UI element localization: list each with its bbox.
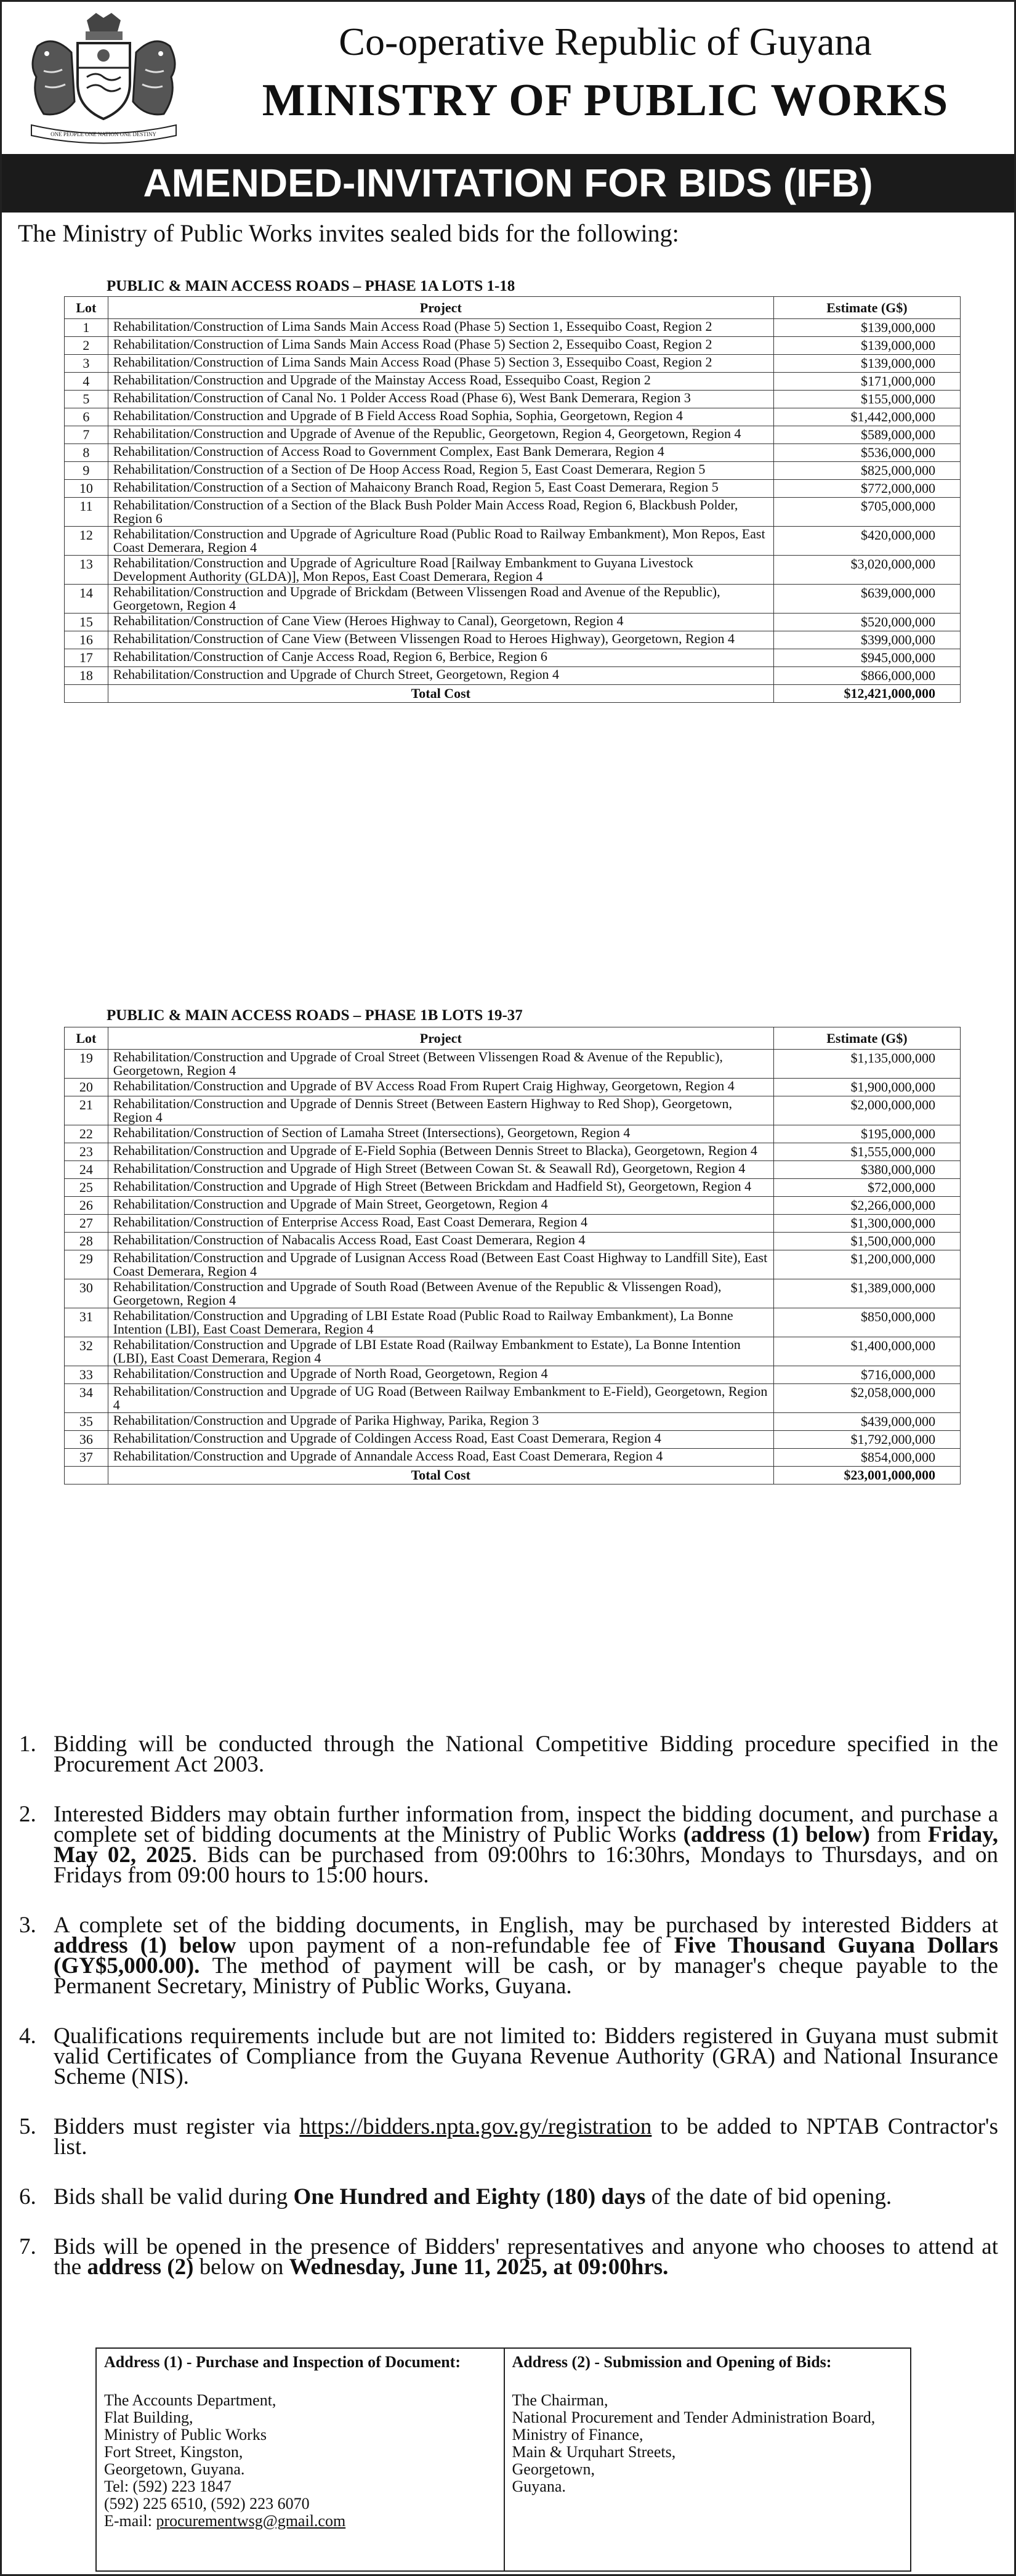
table-row <box>65 1431 961 1449</box>
project-name: Rehabilitation/Construction and Upgrade of Coldingen Access Road, East Coast Demerara, Region 4 <box>108 1431 773 1449</box>
lot-number: 6 <box>65 408 108 426</box>
table-row <box>65 1079 961 1096</box>
lot-number: 33 <box>65 1366 108 1384</box>
project-name: Rehabilitation/Construction and Upgrade of BV Access Road From Rupert Craig Highway, Georgetown, Region 4 <box>108 1079 773 1096</box>
address-line: Flat Building, <box>104 2408 193 2426</box>
clause-2: 2. Interested Bidders may obtain further information from, inspect the bidding document, and purchase a complete set of bidding documents at the Ministry of Public Works (address (1) below) from Friday, May 02, 2025. Bids can be purchased from 09:00hrs to 16:30hrs, Mondays to Thursdays, and on Fridays from 09:00 hours to 15:00 hours. <box>19 1802 998 1888</box>
table-row <box>65 319 961 337</box>
estimate-value: $439,000,000 <box>773 1413 960 1431</box>
estimate-value: $195,000,000 <box>773 1125 960 1143</box>
col-project: Project <box>108 1027 773 1050</box>
col-lot: Lot <box>65 1027 108 1050</box>
lot-number: 7 <box>65 426 108 444</box>
address-line: Tel: (592) 223 1847 <box>104 2477 232 2495</box>
project-name: Rehabilitation/Construction and Upgrade of Croal Street (Between Vlissengen Road & Avenue of the Republic), Georgetown, Region 4 <box>108 1050 773 1079</box>
table-row <box>65 1161 961 1179</box>
lot-number: 30 <box>65 1279 108 1308</box>
table-row <box>65 1096 961 1125</box>
estimate-value: $866,000,000 <box>773 667 960 685</box>
clause-3: 3. A complete set of the bidding documents, in English, may be purchased by interested Bidders at address (1) below upon payment of a non-refundable fee of Five Thousand Guyana Dollars (GY$5,000.00). The method of payment will be cash, or by manager's cheque payable to the Permanent Secretary, Ministry of Public Works, Guyana. <box>19 1913 998 1999</box>
project-name: Rehabilitation/Construction and Upgrade of Lusignan Access Road (Between East Coast Highway to Landfill Site), East Coast Demerara, Region 4 <box>108 1250 773 1279</box>
address-line: Ministry of Finance, <box>512 2426 643 2444</box>
project-name: Rehabilitation/Construction of Lima Sands Main Access Road (Phase 5) Section 2, Essequibo Coast, Region 2 <box>108 337 773 355</box>
project-name: Rehabilitation/Construction of Access Road to Government Complex, East Bank Demerara, Region 4 <box>108 444 773 462</box>
project-name: Rehabilitation/Construction of a Section of De Hoop Access Road, Region 5, East Coast Demerara, Region 5 <box>108 462 773 480</box>
svg-text:ONE PEOPLE ONE NATION ONE DEST: ONE PEOPLE ONE NATION ONE DESTINY <box>50 131 156 137</box>
lot-number: 20 <box>65 1079 108 1096</box>
estimate-value: $850,000,000 <box>773 1308 960 1337</box>
ministry-name: MINISTRY OF PUBLIC WORKS <box>262 75 949 126</box>
project-name: Rehabilitation/Construction and Upgrade of LBI Estate Road (Railway Embankment to Estate), La Bonne Intention (LBI), East Coast Demerara, Region 4 <box>108 1337 773 1366</box>
total-label: Total Cost <box>108 685 773 703</box>
lot-number: 26 <box>65 1197 108 1215</box>
project-name: Rehabilitation/Construction and Upgrade of Agriculture Road [Railway Embankment to Guyana Livestock Development Authority (GLDA)], Mon Repos, East Coast Demerara, Region 4 <box>108 556 773 585</box>
address-1 <box>97 2349 504 2570</box>
clause-6: 6. Bids shall be valid during One Hundred and Eighty (180) days of the date of bid opening. <box>19 2184 892 2209</box>
address-1-email-line: E-mail: procurementwsg@gmail.com <box>104 2512 346 2530</box>
conditions-list <box>19 1734 998 2307</box>
total-value: $12,421,000,000 <box>773 685 960 703</box>
table-row <box>65 498 961 527</box>
estimate-value: $2,000,000,000 <box>773 1096 960 1125</box>
total-label: Total Cost <box>108 1467 773 1484</box>
country-name: Co-operative Republic of Guyana <box>339 20 872 63</box>
lot-number: 36 <box>65 1431 108 1449</box>
lot-number: 29 <box>65 1250 108 1279</box>
table-row <box>65 1050 961 1079</box>
table-row <box>65 480 961 498</box>
table-row <box>65 649 961 667</box>
lot-number: 24 <box>65 1161 108 1179</box>
table-row <box>65 426 961 444</box>
lot-number: 14 <box>65 585 108 614</box>
table-row <box>65 1215 961 1233</box>
project-name: Rehabilitation/Construction and Upgrade of Avenue of the Republic, Georgetown, Region 4, Georgetown, Region 4 <box>108 426 773 444</box>
phase1b-table <box>64 1027 961 1484</box>
table-row <box>65 1337 961 1366</box>
table-row <box>65 1384 961 1413</box>
table-row <box>65 527 961 556</box>
table-row <box>65 408 961 426</box>
estimate-value: $536,000,000 <box>773 444 960 462</box>
lot-number: 18 <box>65 667 108 685</box>
table-row <box>65 1250 961 1279</box>
table-row <box>65 1179 961 1197</box>
lot-number: 37 <box>65 1449 108 1467</box>
table-row <box>65 1308 961 1337</box>
table-row <box>65 337 961 355</box>
lot-number: 9 <box>65 462 108 480</box>
project-name: Rehabilitation/Construction and Upgrade of South Road (Between Avenue of the Republic & Vlissengen Road), Georgetown, Region 4 <box>108 1279 773 1308</box>
address-line: The Chairman, <box>512 2391 608 2409</box>
project-name: Rehabilitation/Construction of Lima Sands Main Access Road (Phase 5) Section 1, Essequibo Coast, Region 2 <box>108 319 773 337</box>
project-name: Rehabilitation/Construction and Upgrade of Dennis Street (Between Eastern Highway to Red Shop), Georgetown, Region 4 <box>108 1096 773 1125</box>
project-name: Rehabilitation/Construction of Enterprise Access Road, East Coast Demerara, Region 4 <box>108 1215 773 1233</box>
project-name: Rehabilitation/Construction of Canal No. 1 Polder Access Road (Phase 6), West Bank Demerara, Region 3 <box>108 391 773 408</box>
table-row <box>65 1279 961 1308</box>
phase1b-title: PUBLIC & MAIN ACCESS ROADS – PHASE 1B LOTS 19-37 <box>107 1007 523 1024</box>
total-row <box>65 1467 961 1484</box>
address-line: Main & Urquhart Streets, <box>512 2443 676 2461</box>
project-name: Rehabilitation/Construction and Upgrade of B Field Access Road Sophia, Sophia, Georgetown, Region 4 <box>108 408 773 426</box>
estimate-value: $380,000,000 <box>773 1161 960 1179</box>
lot-number: 28 <box>65 1233 108 1250</box>
estimate-value: $1,500,000,000 <box>773 1233 960 1250</box>
lot-number: 27 <box>65 1215 108 1233</box>
project-name: Rehabilitation/Construction and Upgrade of Parika Highway, Parika, Region 3 <box>108 1413 773 1431</box>
project-name: Rehabilitation/Construction and Upgrade of Brickdam (Between Vlissengen Road and Avenue of the Republic), Georgetown, Region 4 <box>108 585 773 614</box>
estimate-value: $1,792,000,000 <box>773 1431 960 1449</box>
estimate-value: $139,000,000 <box>773 337 960 355</box>
project-name: Rehabilitation/Construction and Upgrade of High Street (Between Brickdam and Hadfield St), Georgetown, Region 4 <box>108 1179 773 1197</box>
estimate-value: $1,900,000,000 <box>773 1079 960 1096</box>
email-link[interactable]: procurementwsg@gmail.com <box>156 2512 346 2530</box>
registration-link[interactable]: https://bidders.npta.gov.gy/registration <box>299 2114 652 2139</box>
table-row <box>65 355 961 373</box>
lot-number: 11 <box>65 498 108 527</box>
project-name: Rehabilitation/Construction of Lima Sands Main Access Road (Phase 5) Section 3, Essequibo Coast, Region 2 <box>108 355 773 373</box>
lot-number: 35 <box>65 1413 108 1431</box>
address-line: National Procurement and Tender Administration Board, <box>512 2408 876 2426</box>
estimate-value: $72,000,000 <box>773 1179 960 1197</box>
lot-number: 34 <box>65 1384 108 1413</box>
table-row <box>65 1413 961 1431</box>
estimate-value: $825,000,000 <box>773 462 960 480</box>
table-row <box>65 444 961 462</box>
table-row <box>65 462 961 480</box>
table-row <box>65 1125 961 1143</box>
total-row <box>65 685 961 703</box>
project-name: Rehabilitation/Construction and Upgrade of Agriculture Road (Public Road to Railway Embankment), Mon Repos, East Coast Demerara, Region 4 <box>108 527 773 556</box>
lot-number: 5 <box>65 391 108 408</box>
address-2-heading: Address (2) - Submission and Opening of Bids: <box>512 2353 832 2371</box>
project-name: Rehabilitation/Construction and Upgrade of North Road, Georgetown, Region 4 <box>108 1366 773 1384</box>
address-line: Fort Street, Kingston, <box>104 2443 243 2461</box>
project-name: Rehabilitation/Construction and Upgrading of LBI Estate Road (Public Road to Railway Embankment), La Bonne Intention (LBI), East Coast Demerara, Region 4 <box>108 1308 773 1337</box>
estimate-value: $155,000,000 <box>773 391 960 408</box>
project-name: Rehabilitation/Construction and Upgrade of High Street (Between Cowan St. & Seawall Rd), Georgetown, Region 4 <box>108 1161 773 1179</box>
project-name: Rehabilitation/Construction of Cane View (Between Vlissengen Road to Heroes Highway), Georgetown, Region 4 <box>108 631 773 649</box>
header <box>2 2 1014 153</box>
estimate-value: $705,000,000 <box>773 498 960 527</box>
table-row <box>65 373 961 391</box>
total-value: $23,001,000,000 <box>773 1467 960 1484</box>
lot-number: 31 <box>65 1308 108 1337</box>
lot-number: 21 <box>65 1096 108 1125</box>
project-name: Rehabilitation/Construction of Nabacalis Access Road, East Coast Demerara, Region 4 <box>108 1233 773 1250</box>
table-row <box>65 631 961 649</box>
estimate-value: $1,442,000,000 <box>773 408 960 426</box>
table-row <box>65 585 961 614</box>
estimate-value: $1,389,000,000 <box>773 1279 960 1308</box>
estimate-value: $139,000,000 <box>773 319 960 337</box>
estimate-value: $716,000,000 <box>773 1366 960 1384</box>
estimate-value: $1,200,000,000 <box>773 1250 960 1279</box>
lot-number: 13 <box>65 556 108 585</box>
lot-number: 17 <box>65 649 108 667</box>
project-name: Rehabilitation/Construction and Upgrade of E-Field Sophia (Between Dennis Street to Blacka), Georgetown, Region 4 <box>108 1143 773 1161</box>
phase1a-title: PUBLIC & MAIN ACCESS ROADS – PHASE 1A LOTS 1-18 <box>107 278 515 294</box>
project-name: Rehabilitation/Construction of a Section of the Black Bush Polder Main Access Road, Region 6, Blackbush Polder, Region 6 <box>108 498 773 527</box>
lot-number: 2 <box>65 337 108 355</box>
address-box <box>95 2347 911 2572</box>
address-1-heading: Address (1) - Purchase and Inspection of Document: <box>104 2353 461 2371</box>
lot-number: 15 <box>65 614 108 631</box>
project-name: Rehabilitation/Construction and Upgrade of Annandale Access Road, East Coast Demerara, Region 4 <box>108 1449 773 1467</box>
lot-number: 19 <box>65 1050 108 1079</box>
address-line: Georgetown, <box>512 2460 595 2478</box>
lot-number: 4 <box>65 373 108 391</box>
project-name: Rehabilitation/Construction and Upgrade of Church Street, Georgetown, Region 4 <box>108 667 773 685</box>
address-line: (592) 225 6510, (592) 223 6070 <box>104 2495 310 2513</box>
clause-1: 1. Bidding will be conducted through the National Competitive Bidding procedure specified in the Procurement Act 2003. <box>19 1732 998 1777</box>
estimate-value: $2,266,000,000 <box>773 1197 960 1215</box>
lot-number: 1 <box>65 319 108 337</box>
table-row <box>65 556 961 585</box>
estimate-value: $589,000,000 <box>773 426 960 444</box>
lot-number: 12 <box>65 527 108 556</box>
address-2 <box>504 2349 911 2570</box>
estimate-value: $1,555,000,000 <box>773 1143 960 1161</box>
phase1a-table <box>64 296 961 703</box>
table-row <box>65 614 961 631</box>
guyana-coat-of-arms-icon <box>19 9 188 145</box>
table-header-row <box>65 1027 961 1050</box>
page-title-banner: AMENDED-INVITATION FOR BIDS (IFB) <box>2 154 1014 213</box>
project-name: Rehabilitation/Construction of a Section of Mahaicony Branch Road, Region 5, East Coast Demerara, Region 5 <box>108 480 773 498</box>
lot-number: 16 <box>65 631 108 649</box>
table-row <box>65 1233 961 1250</box>
lot-number: 10 <box>65 480 108 498</box>
project-name: Rehabilitation/Construction of Section of Lamaha Street (Intersections), Georgetown, Region 4 <box>108 1125 773 1143</box>
estimate-value: $399,000,000 <box>773 631 960 649</box>
estimate-value: $3,020,000,000 <box>773 556 960 585</box>
lot-number: 3 <box>65 355 108 373</box>
col-lot: Lot <box>65 297 108 319</box>
estimate-value: $854,000,000 <box>773 1449 960 1467</box>
lot-number: 25 <box>65 1179 108 1197</box>
table-row <box>65 1143 961 1161</box>
estimate-value: $1,300,000,000 <box>773 1215 960 1233</box>
intro-text: The Ministry of Public Works invites sealed bids for the following: <box>18 219 679 247</box>
table-row <box>65 1197 961 1215</box>
table-row <box>65 1366 961 1384</box>
table-row <box>65 1449 961 1467</box>
lot-number: 8 <box>65 444 108 462</box>
project-name: Rehabilitation/Construction and Upgrade of Main Street, Georgetown, Region 4 <box>108 1197 773 1215</box>
estimate-value: $772,000,000 <box>773 480 960 498</box>
estimate-value: $1,135,000,000 <box>773 1050 960 1079</box>
estimate-value: $171,000,000 <box>773 373 960 391</box>
estimate-value: $420,000,000 <box>773 527 960 556</box>
col-estimate: Estimate (G$) <box>773 1027 960 1050</box>
clause-4: 4. Qualifications requirements include but are not limited to: Bidders registered in Guyana must submit valid Certificates of Compliance from the Guyana Revenue Authority (GRA) and National Insurance Scheme (NIS). <box>19 2023 998 2089</box>
table-header-row <box>65 297 961 319</box>
col-estimate: Estimate (G$) <box>773 297 960 319</box>
address-line: Georgetown, Guyana. <box>104 2460 245 2478</box>
project-name: Rehabilitation/Construction of Cane View (Heroes Highway to Canal), Georgetown, Region 4 <box>108 614 773 631</box>
address-line: Ministry of Public Works <box>104 2426 267 2444</box>
estimate-value: $139,000,000 <box>773 355 960 373</box>
address-line: The Accounts Department, <box>104 2391 276 2409</box>
col-project: Project <box>108 297 773 319</box>
estimate-value: $945,000,000 <box>773 649 960 667</box>
table-row <box>65 391 961 408</box>
lot-number: 23 <box>65 1143 108 1161</box>
address-line: Guyana. <box>512 2477 566 2495</box>
estimate-value: $2,058,000,000 <box>773 1384 960 1413</box>
project-name: Rehabilitation/Construction and Upgrade of the Mainstay Access Road, Essequibo Coast, Region 2 <box>108 373 773 391</box>
clause-5: 5. Bidders must register via https://bidders.npta.gov.gy/registration to be added to NPTAB Contractor's list. <box>19 2114 999 2160</box>
clause-7: 7. Bids will be opened in the presence of Bidders' representatives and anyone who chooses to attend at the address (2) below on Wednesday, June 11, 2025, at 09:00hrs. <box>19 2234 998 2280</box>
lot-number: 22 <box>65 1125 108 1143</box>
estimate-value: $1,400,000,000 <box>773 1337 960 1366</box>
table-row <box>65 667 961 685</box>
project-name: Rehabilitation/Construction and Upgrade of UG Road (Between Railway Embankment to E-Field), Georgetown, Region 4 <box>108 1384 773 1413</box>
project-name: Rehabilitation/Construction of Canje Access Road, Region 6, Berbice, Region 6 <box>108 649 773 667</box>
estimate-value: $639,000,000 <box>773 585 960 614</box>
lot-number: 32 <box>65 1337 108 1366</box>
estimate-value: $520,000,000 <box>773 614 960 631</box>
